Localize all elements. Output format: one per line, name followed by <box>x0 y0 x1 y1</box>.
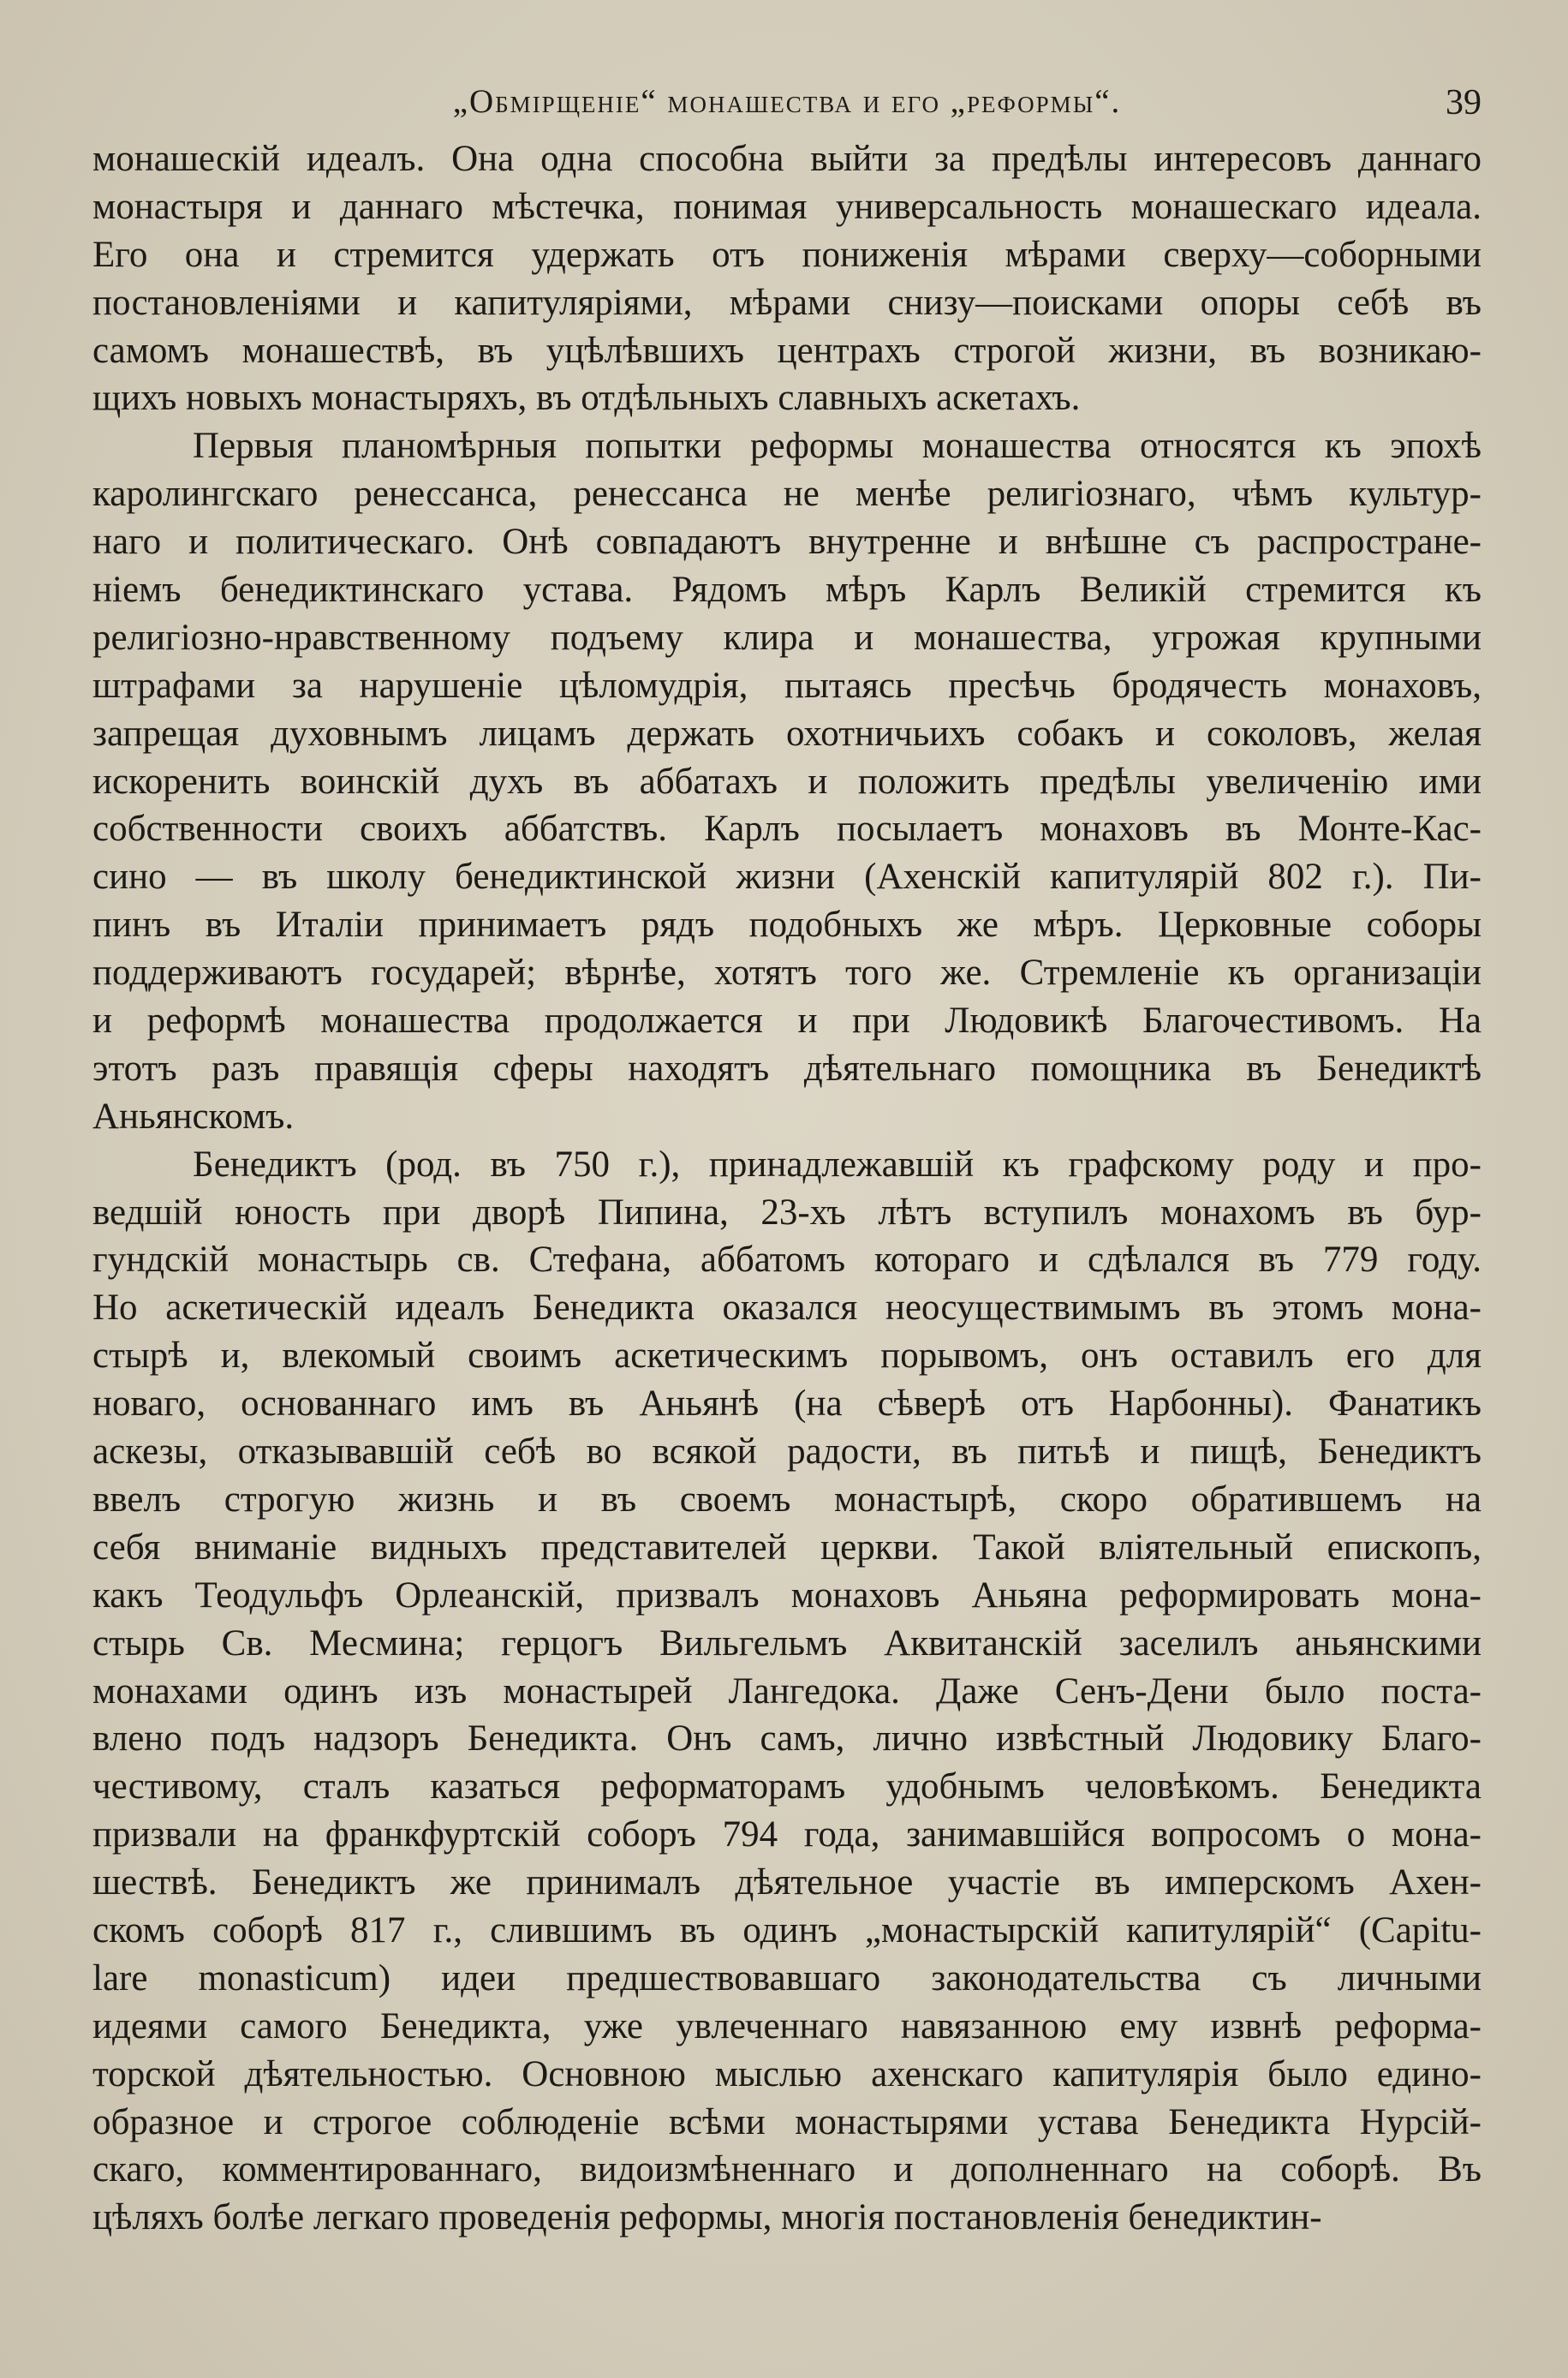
text-line: скомъ соборѣ 817 г., слившимъ въ одинъ „монастырскій капитулярій“ (Capitu- <box>92 1909 1482 1951</box>
text-line: себя вниманіе видныхъ представителей церкви. Такой вліятельный епископъ, <box>92 1527 1482 1568</box>
text-line: гундскій монастырь св. Стефана, аббатомъ котораго и сдѣлался въ 779 году. <box>92 1240 1482 1281</box>
text-line: поддерживаютъ государей; вѣрнѣе, хотятъ того же. Стремленіе къ организаціи <box>92 953 1482 994</box>
text-line: пинъ въ Италіи принимаетъ рядъ подобныхъ же мѣръ. Церковные соборы <box>92 905 1482 946</box>
text-line: новаго, основаннаго имъ въ Аньянѣ (на сѣверѣ отъ Нарбонны). Фанатикъ <box>92 1383 1482 1425</box>
text-line: призвали на франкфуртскій соборъ 794 года, занимавшійся вопросомъ о мона- <box>92 1814 1482 1855</box>
paragraph <box>92 422 1482 1140</box>
text-line: этотъ разъ правящія сферы находятъ дѣятельнаго помощника въ Бенедиктѣ <box>92 1048 1482 1089</box>
text-line: щихъ новыхъ монастыряхъ, въ отдѣльныхъ славныхъ аскетахъ. <box>92 378 1081 419</box>
text-line: сино — въ школу бенедиктинской жизни (Ахенскій капитулярій 802 г.). Пи- <box>92 857 1482 898</box>
text-line: Его она и стремится удержать отъ пониженія мѣрами сверху—соборными <box>92 234 1482 275</box>
text-line: самомъ монашествѣ, въ уцѣлѣвшихъ центрахъ строгой жизни, въ возникаю- <box>92 330 1482 371</box>
text-line: шествѣ. Бенедиктъ же принималъ дѣятельное участіе въ имперскомъ Ахен- <box>92 1862 1482 1903</box>
text-line: ввелъ строгую жизнь и въ своемъ монастырѣ, скоро обратившемъ на <box>92 1479 1482 1520</box>
book-page <box>92 75 1482 2242</box>
text-line: Бенедиктъ (род. въ 750 г.), принадлежавшій къ графскому роду и про- <box>193 1144 1482 1185</box>
text-line: lare monasticum) идеи предшествовавшаго законодательства съ личными <box>92 1957 1482 1999</box>
page-number: 39 <box>1446 83 1482 122</box>
text-line: Аньянскомъ. <box>92 1096 295 1137</box>
text-line: Но аскетическій идеалъ Бенедикта оказался неосуществимымъ въ этомъ мона- <box>92 1288 1482 1329</box>
text-line: и реформѣ монашества продолжается и при Людовикѣ Благочестивомъ. На <box>92 1001 1482 1042</box>
text-line: скаго, комментированнаго, видоизмѣненнаго и дополненнаго на соборѣ. Въ <box>92 2149 1482 2190</box>
text-line: ніемъ бенедиктинскаго устава. Рядомъ мѣръ Карлъ Великій стремится къ <box>92 570 1482 611</box>
text-line: влено подъ надзоръ Бенедикта. Онъ самъ, лично извѣстный Людовику Благо- <box>92 1718 1482 1760</box>
text-line: монастыря и даннаго мѣстечка, понимая универсальность монашескаго идеала. <box>92 186 1482 227</box>
text-line: запрещая духовнымъ лицамъ держать охотничьихъ собакъ и соколовъ, желая <box>92 713 1482 754</box>
text-line: собственности своихъ аббатствъ. Карлъ посылаетъ монаховъ въ Монте-Кас- <box>92 809 1482 850</box>
text-line: торской дѣятельностью. Основною мыслью ахенскаго капитулярія было едино- <box>92 2053 1482 2094</box>
running-title: „Обмірщеніе“ монашества и его „реформы“. <box>452 83 1122 120</box>
text-line: каролингскаго ренессанса, ренессанса не менѣе религіознаго, чѣмъ культур- <box>92 474 1482 515</box>
text-line: честивому, сталъ казаться реформаторамъ удобнымъ человѣкомъ. Бенедикта <box>92 1766 1482 1807</box>
text-line: стырѣ и, влекомый своимъ аскетическимъ порывомъ, онъ оставилъ его для <box>92 1335 1482 1377</box>
running-head <box>92 75 1482 135</box>
text-line: аскезы, отказывавшій себѣ во всякой радости, въ питьѣ и пищѣ, Бенедиктъ <box>92 1431 1482 1473</box>
body-text <box>92 135 1482 2242</box>
text-line: какъ Теодульфъ Орлеанскій, призвалъ монаховъ Аньяна реформировать мона- <box>92 1574 1482 1616</box>
text-line: образное и строгое соблюденіе всѣми монастырями устава Бенедикта Нурсій- <box>92 2101 1482 2142</box>
text-line: монахами одинъ изъ монастырей Лангедока. Даже Сенъ-Дени было поста- <box>92 1670 1482 1712</box>
paragraph <box>92 135 1482 422</box>
text-line: искоренить воинскій духъ въ аббатахъ и положить предѣлы увеличенію ими <box>92 761 1482 802</box>
text-line: стырь Св. Месмина; герцогъ Вильгельмъ Аквитанскій заселилъ аньянскими <box>92 1622 1482 1664</box>
text-line: постановленіями и капитуляріями, мѣрами снизу—поисками опоры себѣ въ <box>92 282 1482 323</box>
paragraph <box>92 1141 1482 2242</box>
text-line: монашескій идеалъ. Она одна способна выйти за предѣлы интересовъ даннаго <box>92 139 1482 179</box>
text-line: цѣляхъ болѣе легкаго проведенія реформы, многія постановленія бенедиктин- <box>92 2197 1322 2238</box>
text-line: Первыя планомѣрныя попытки реформы монашества относятся къ эпохѣ <box>193 426 1482 467</box>
text-line: наго и политическаго. Онѣ совпадаютъ внутренне и внѣшне съ распростране- <box>92 522 1482 563</box>
text-line: ведшій юность при дворѣ Пипина, 23-хъ лѣтъ вступилъ монахомъ въ бур- <box>92 1192 1482 1233</box>
text-line: религіозно-нравственному подъему клира и монашества, угрожая крупными <box>92 617 1482 658</box>
text-line: идеями самого Бенедикта, уже увлеченнаго навязанною ему извнѣ реформа- <box>92 2005 1482 2046</box>
text-line: штрафами за нарушеніе цѣломудрія, пытаясь пресѣчь бродячесть монаховъ, <box>92 665 1482 706</box>
